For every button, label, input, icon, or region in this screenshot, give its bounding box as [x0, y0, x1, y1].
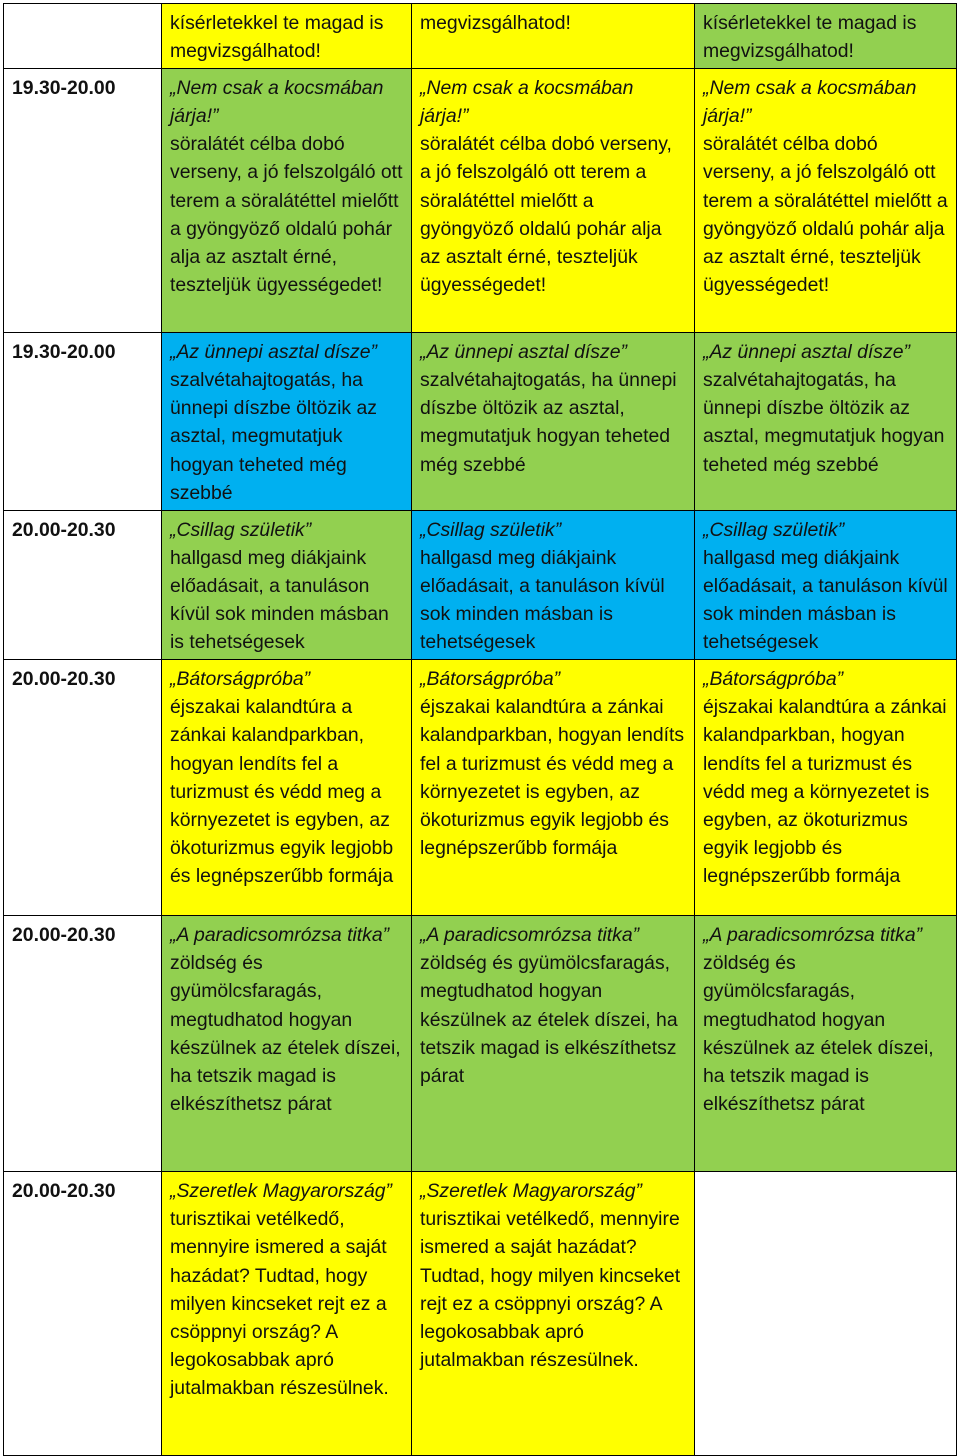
event-cell: [162, 4, 412, 69]
event-title: „Nem csak a kocsmában járja!”: [170, 77, 384, 128]
event-description: szalvétahajtogatás, ha ünnepi díszbe öltözik az asztal, megmutatjuk hogyan teheted még szebbé: [703, 369, 945, 476]
event-cell: [162, 69, 412, 333]
time-cell: [4, 660, 162, 916]
event-description: megvizsgálhatod!: [420, 12, 571, 34]
event-cell: [695, 69, 957, 333]
empty-cell: [695, 1172, 957, 1456]
event-title: „Szeretlek Magyarország”: [170, 1180, 392, 1203]
event-cell: [412, 510, 695, 659]
event-description: hallgasd meg diákjaink előadásait, a tanuláson kívül sok minden másban is tehetségesek: [170, 546, 389, 654]
event-description: éjszakai kalandtúra a zánkai kalandparkban, hogyan lendíts fel a turizmust és védd meg a környezetet is egyben, az ökoturizmus egyik legjobb és legnépszerűbb formája: [420, 696, 685, 859]
event-description: szalvétahajtogatás, ha ünnepi díszbe öltözik az asztal, megmutatjuk hogyan teheted még szebbé: [420, 369, 677, 476]
time-cell: [4, 4, 162, 69]
event-title: „Bátorságpróba”: [420, 668, 561, 691]
event-description: hallgasd meg diákjaink előadásait, a tanuláson kívül sok minden másban is tehetségesek: [703, 546, 948, 654]
event-cell: [412, 916, 695, 1172]
event-description: turisztikai vetélkedő, mennyire ismered a saját hazádat? Tudtad, hogy milyen kincseket rejt ez a csöppnyi ország? A legokosabbak apró jutalmakban részesülnek.: [170, 1208, 389, 1399]
event-title: „Csillag születik”: [703, 518, 845, 541]
event-cell: [412, 333, 695, 511]
time-slot: 19.30-20.00: [12, 77, 116, 100]
time-slot: 20.00-20.30: [12, 1180, 116, 1203]
event-description: kísérletekkel te magad is megvizsgálhatod!: [703, 12, 917, 63]
event-title: „Az ünnepi asztal dísze”: [703, 341, 910, 364]
event-cell: [162, 660, 412, 916]
event-description: zöldség és gyümölcsfaragás, megtudhatod hogyan készülnek az ételek díszei, ha tetszik magad is elkészíthetsz párat: [420, 952, 678, 1087]
event-title: „A paradicsomrózsa titka”: [170, 924, 390, 947]
time-cell: [4, 510, 162, 659]
event-cell: [412, 660, 695, 916]
event-cell: [162, 916, 412, 1172]
event-cell: [162, 333, 412, 511]
event-title: „Nem csak a kocsmában járja!”: [703, 77, 917, 128]
table-row: [4, 333, 957, 511]
time-slot: 20.00-20.30: [12, 924, 116, 947]
event-description: éjszakai kalandtúra a zánkai kalandparkban, hogyan lendíts fel a turizmust és védd meg a környezetet is egyben, az ökoturizmus egyik legjobb és legnépszerűbb formája: [170, 696, 394, 887]
event-description: éjszakai kalandtúra a zánkai kalandparkban, hogyan lendíts fel a turizmust és védd meg a környezetet is egyben, az ökoturizmus egyik legjobb és legnépszerűbb formája: [703, 696, 947, 887]
table-row: [4, 510, 957, 659]
event-title: „Csillag születik”: [420, 518, 562, 541]
event-description: szalvétahajtogatás, ha ünnepi díszbe öltözik az asztal, megmutatjuk hogyan teheted még szebbé: [170, 369, 377, 504]
event-description: hallgasd meg diákjaink előadásait, a tanuláson kívül sok minden másban is tehetségesek: [420, 546, 665, 654]
time-slot: 19.30-20.00: [12, 341, 116, 364]
time-slot: 20.00-20.30: [12, 668, 116, 691]
event-title: „Az ünnepi asztal dísze”: [170, 341, 377, 364]
event-description: söralátét célba dobó verseny, a jó felszolgáló ott terem a söralátéttel mielőtt a gyöngyöző oldalú pohár alja az asztalt érné, teszteljük ügyességedet!: [420, 133, 672, 296]
event-description: zöldség és gyümölcsfaragás, megtudhatod hogyan készülnek az ételek díszei, ha tetszik magad is elkészíthetsz párat: [703, 952, 934, 1115]
event-cell: [695, 916, 957, 1172]
time-cell: [4, 1172, 162, 1456]
event-description: söralátét célba dobó verseny, a jó felszolgáló ott terem a söralátéttel mielőtt a gyöngyöző oldalú pohár alja az asztalt érné, teszteljük ügyességedet!: [170, 133, 403, 296]
event-title: „Csillag születik”: [170, 518, 312, 541]
event-cell: [162, 1172, 412, 1456]
table-row: [4, 1172, 957, 1456]
table-row: [4, 4, 957, 69]
event-cell: [695, 660, 957, 916]
event-title: „Nem csak a kocsmában járja!”: [420, 77, 634, 128]
event-title: „Szeretlek Magyarország”: [420, 1180, 642, 1203]
event-cell: [695, 333, 957, 511]
event-title: „A paradicsomrózsa titka”: [703, 924, 923, 947]
table-row: [4, 69, 957, 333]
event-description: zöldség és gyümölcsfaragás, megtudhatod hogyan készülnek az ételek díszei, ha tetszik magad is elkészíthetsz párat: [170, 952, 401, 1115]
event-cell: [695, 510, 957, 659]
time-cell: [4, 916, 162, 1172]
time-cell: [4, 333, 162, 511]
event-title: „Bátorságpróba”: [703, 668, 844, 691]
event-title: „A paradicsomrózsa titka”: [420, 924, 640, 947]
event-cell: [162, 510, 412, 659]
event-cell: [412, 1172, 695, 1456]
event-description: söralátét célba dobó verseny, a jó felszolgáló ott terem a söralátéttel mielőtt a gyöngyöző oldalú pohár alja az asztalt érné, teszteljük ügyességedet!: [703, 133, 948, 296]
event-title: „Az ünnepi asztal dísze”: [420, 341, 627, 364]
time-slot: 20.00-20.30: [12, 518, 116, 541]
event-cell: [412, 69, 695, 333]
schedule-table: [3, 3, 957, 1456]
time-cell: [4, 69, 162, 333]
event-description: turisztikai vetélkedő, mennyire ismered a saját hazádat? Tudtad, hogy milyen kincseket rejt ez a csöppnyi ország? A legokosabbak apró jutalmakban részesülnek.: [420, 1208, 681, 1371]
table-row: [4, 660, 957, 916]
event-cell: [412, 4, 695, 69]
table-row: [4, 916, 957, 1172]
event-cell: [695, 4, 957, 69]
event-description: kísérletekkel te magad is megvizsgálhatod!: [170, 12, 384, 63]
event-title: „Bátorságpróba”: [170, 668, 311, 691]
